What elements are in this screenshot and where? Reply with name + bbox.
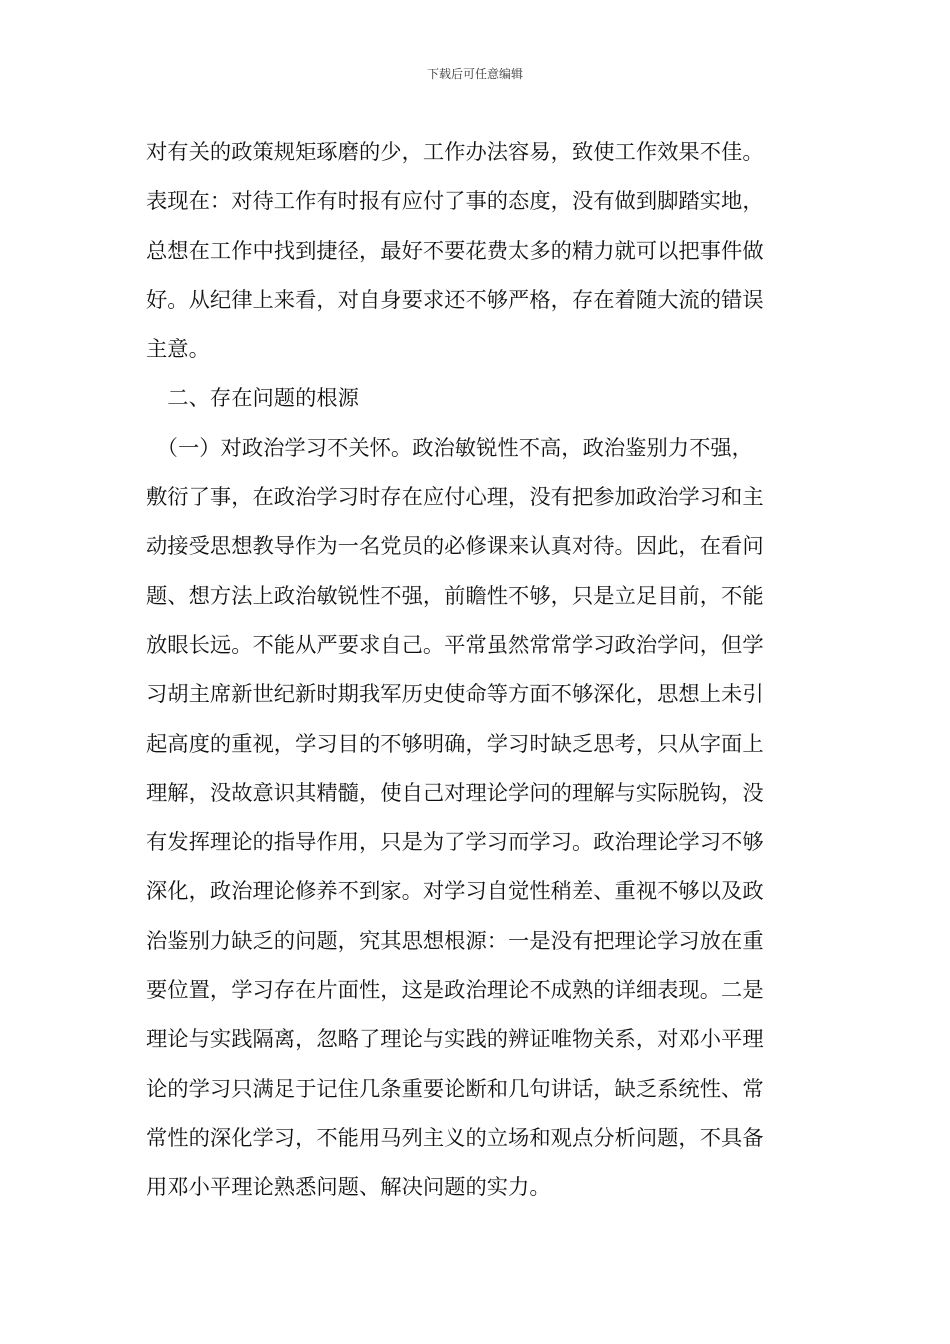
text-line: 习胡主席新世纪新时期我军历史使命等方面不够深化，思想上未引 (146, 682, 764, 708)
text-line: 对有关的政策规矩琢磨的少，工作办法容易，致使工作效果不佳。 (146, 140, 764, 165)
text-line: 表现在：对待工作有时报有应付了事的态度，没有做到脚踏实地， (146, 189, 764, 215)
text-line: 有发挥理论的指导作用，只是为了学习而学习。政治理论学习不够 (146, 830, 764, 856)
text-line: 治鉴别力缺乏的问题，究其思想根源：一是没有把理论学习放在重 (146, 928, 764, 954)
text-line: 论的学习只满足于记住几条重要论断和几句讲话，缺乏系统性、常 (146, 1076, 764, 1102)
text-line: 题、想方法上政治敏锐性不强，前瞻性不够，只是立足目前，不能 (146, 583, 764, 609)
text-line: 主意。 (146, 337, 210, 363)
text-line: 用邓小平理论熟悉问题、解决问题的实力。 (146, 1175, 551, 1201)
text-line: 动接受思想教导作为一名党员的必修课来认真对待。因此，在看问 (146, 534, 764, 560)
text-line: 总想在工作中找到捷径，最好不要花费太多的精力就可以把事件做 (146, 238, 764, 264)
text-line: 好。从纪律上来看，对自身要求还不够严格，存在着随大流的错误 (146, 287, 764, 313)
text-line: 理论与实践隔离，忽略了理论与实践的辨证唯物关系，对邓小平理 (146, 1027, 764, 1053)
section-heading: 二、存在问题的根源 (146, 386, 359, 412)
text-line: 要位置，学习存在片面性，这是政治理论不成熟的详细表现。二是 (146, 978, 764, 1004)
text-line: 放眼长远。不能从严要求自己。平常虽然常常学习政治学问，但学 (146, 632, 764, 658)
text-line: 理解，没故意识其精髓，使自己对理论学问的理解与实际脱钩，没 (146, 780, 764, 806)
text-line: 敷衍了事，在政治学习时存在应付心理，没有把参加政治学习和主 (146, 485, 764, 511)
text-line: 起高度的重视，学习目的不够明确，学习时缺乏思考，只从字面上 (146, 731, 764, 757)
page-header: 下载后可任意编辑 (426, 67, 523, 81)
text-line: 深化，政治理论修养不到家。对学习自觉性稍差、重视不够以及政 (146, 879, 764, 905)
text-line: 常性的深化学习，不能用马列主义的立场和观点分析问题，不具备 (146, 1125, 764, 1151)
document-body (146, 128, 810, 1213)
text-line: （一）对政治学习不关怀。政治敏锐性不高，政治鉴别力不强， (146, 435, 753, 461)
